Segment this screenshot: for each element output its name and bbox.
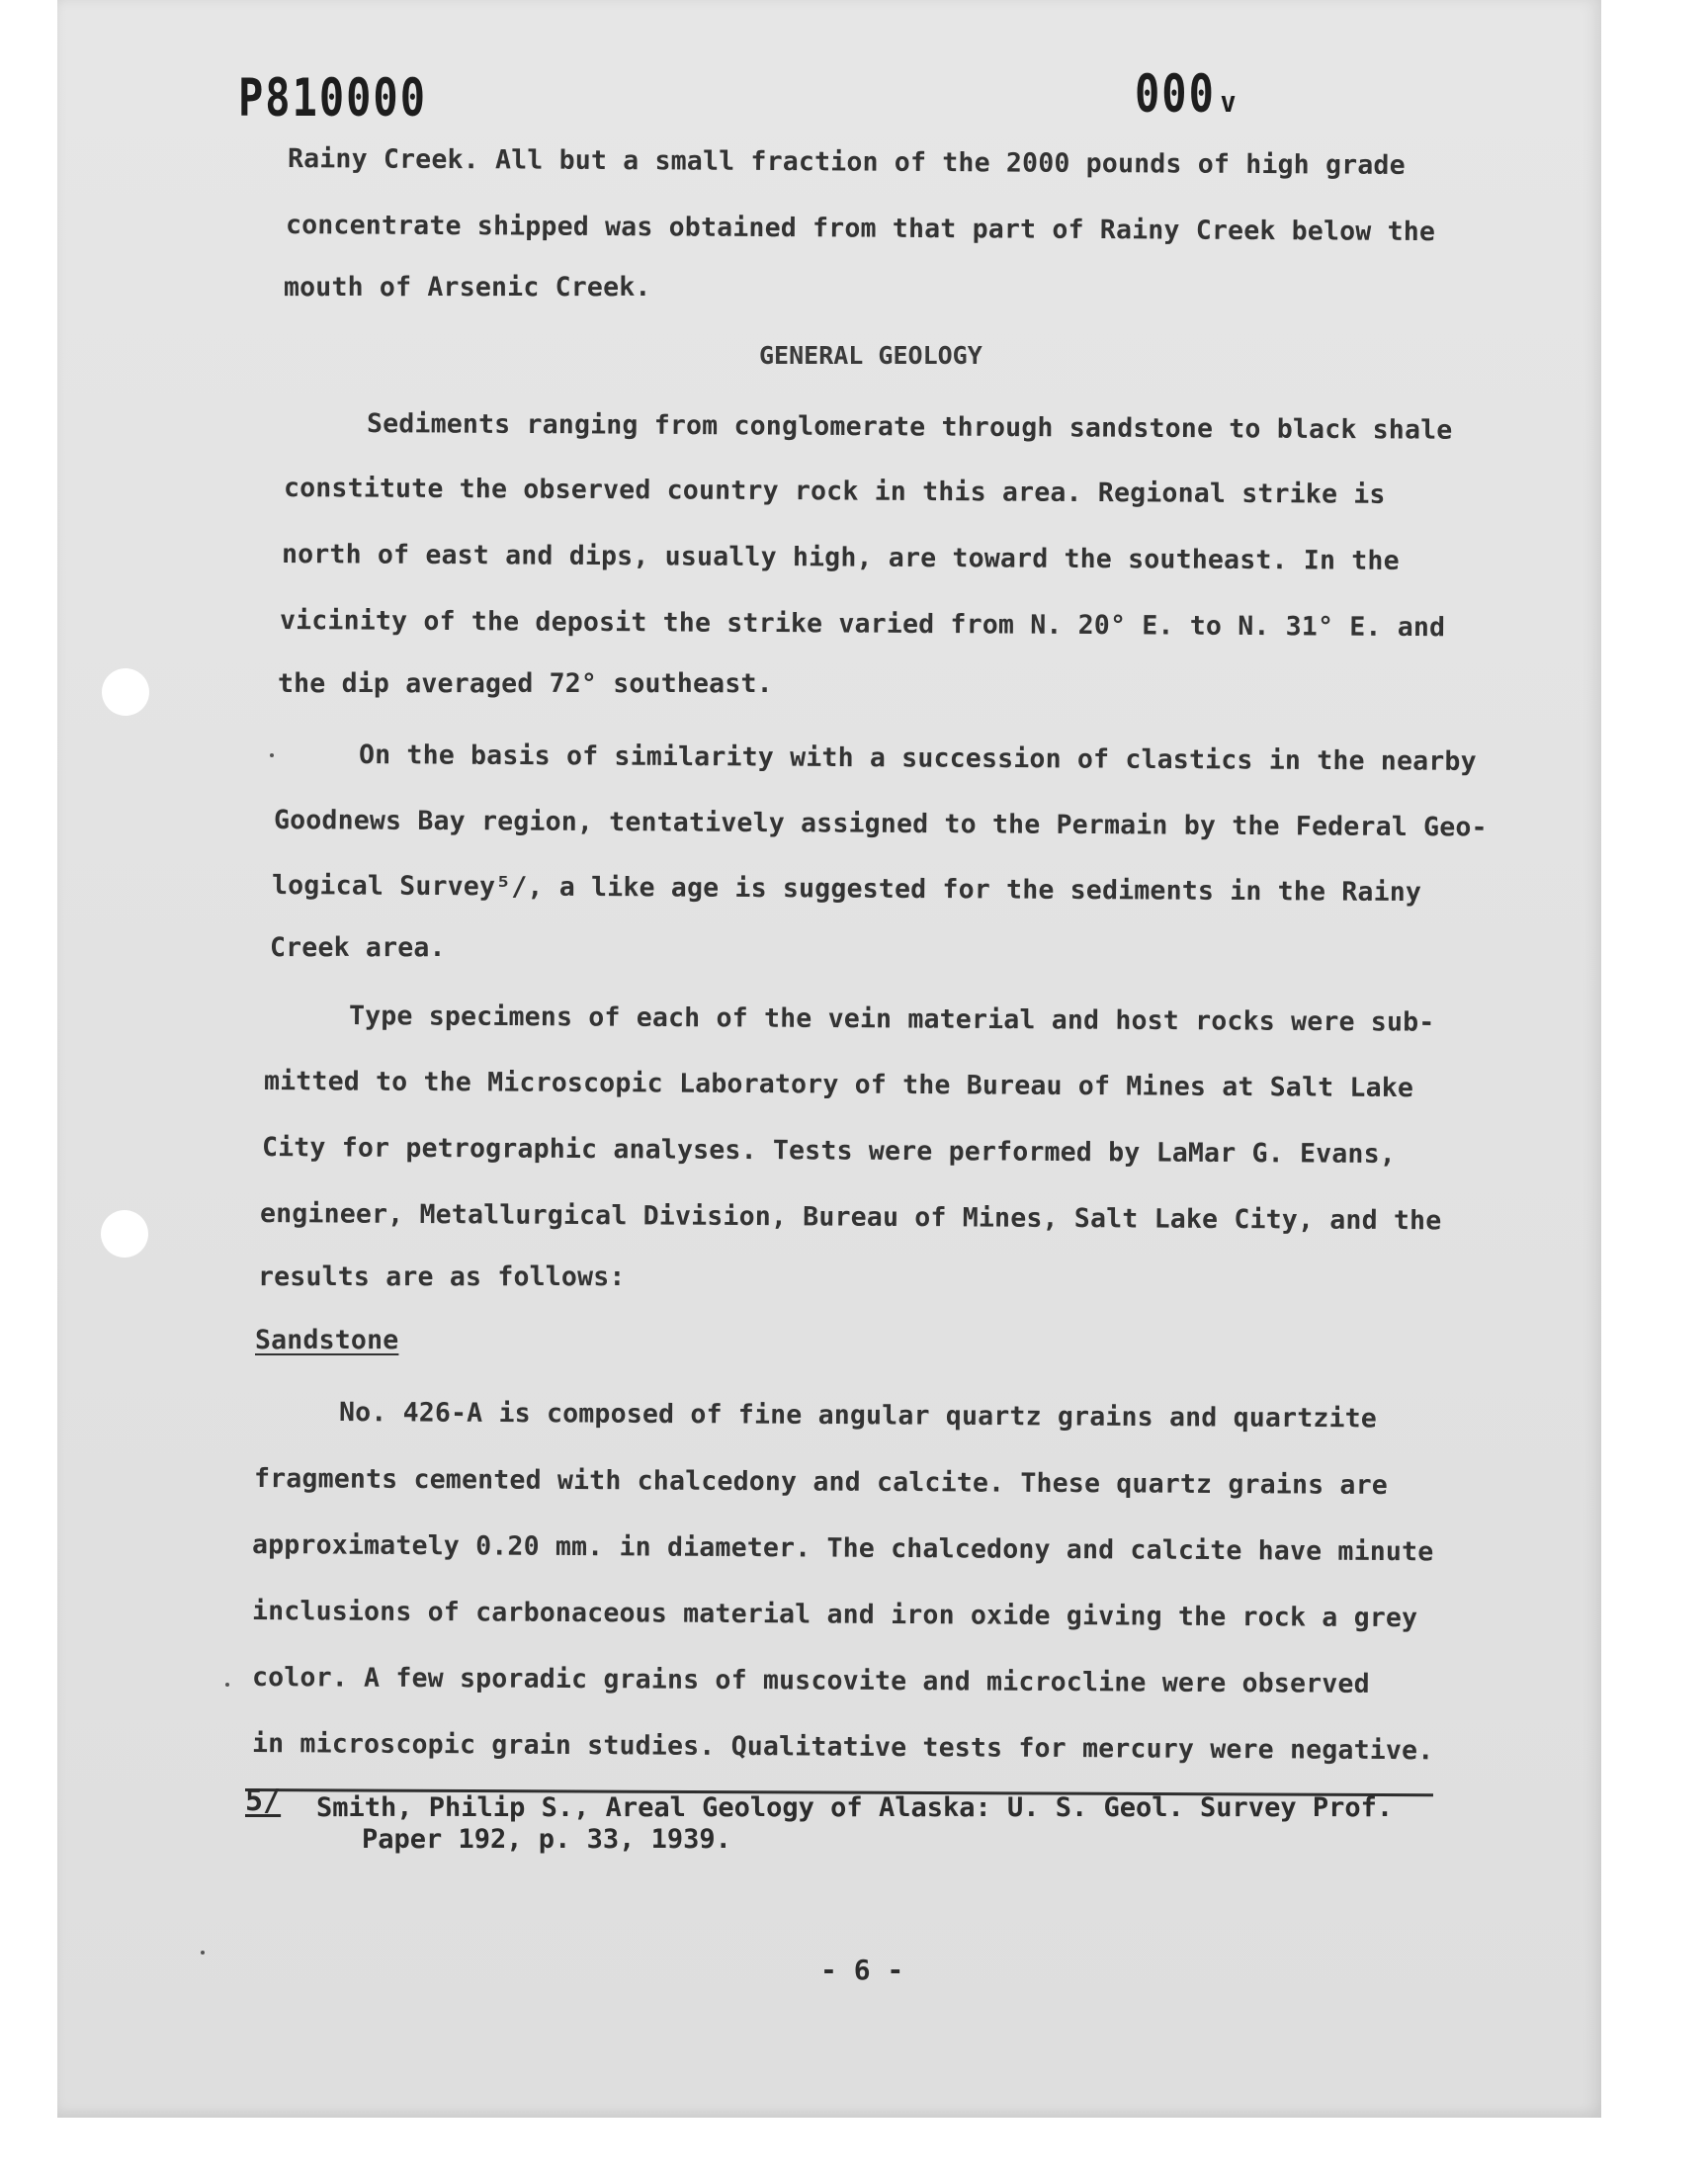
text-line: mouth of Arsenic Creek. [284, 272, 651, 303]
footnote-marker: 5/ [245, 1784, 282, 1818]
scan-speck [270, 753, 274, 757]
text-line: approximately 0.20 mm. in diameter. The chalcedony and calcite have minute [251, 1529, 1434, 1568]
text-line: north of east and dips, usually high, are toward the southeast. In the [281, 539, 1400, 576]
scan-speck [225, 1683, 229, 1687]
text-line: fragments cemented with chalcedony and calcite. These quartz grains are [253, 1463, 1389, 1502]
text-line: On the basis of similarity with a succession of clastics in the nearby [358, 740, 1477, 777]
text-line: Sediments ranging from conglomerate through sandstone to black shale [366, 408, 1453, 446]
footnote-line: Paper 192, p. 33, 1939. [362, 1824, 731, 1855]
text-line: inclusions of carbonaceous material and iron oxide giving the rock a grey [251, 1596, 1418, 1634]
text-line: Creek area. [270, 932, 446, 963]
text-line: in microscopic grain studies. Qualitative tests for mercury were negative. [251, 1728, 1434, 1767]
punch-hole-lower [101, 1210, 148, 1258]
text-line: the dip averaged 72° southeast. [278, 668, 773, 699]
scan-speck [201, 1951, 205, 1955]
punch-hole-upper [102, 668, 149, 716]
text-line: No. 426-A is composed of fine angular quartz grains and quartzite [338, 1397, 1378, 1435]
text-line: mitted to the Microscopic Laboratory of the Bureau of Mines at Salt Lake [263, 1066, 1414, 1104]
text-line: constitute the observed country rock in this area. Regional strike is [283, 473, 1386, 510]
page-number: - 6 - [820, 1954, 904, 1986]
text-line: vicinity of the deposit the strike varied from N. 20° E. to N. 31° E. and [279, 605, 1446, 644]
footnote-line: Smith, Philip S., Areal Geology of Alaska: U. S. Geol. Survey Prof. [316, 1792, 1394, 1823]
document-id-stamp: P810000 [238, 67, 428, 129]
subheading-sandstone: Sandstone [255, 1325, 399, 1355]
text-line: logical Survey⁵/, a like age is suggested for the sediments in the Rainy [271, 870, 1422, 909]
text-line: color. A few sporadic grains of muscovite and microcline were observed [251, 1662, 1370, 1699]
text-line: Goodnews Bay region, tentatively assigned to the Permain by the Federal Geo- [273, 805, 1488, 843]
text-line: Type specimens of each of the vein material and host rocks were sub- [348, 1000, 1435, 1038]
section-heading-general-geology: GENERAL GEOLOGY [759, 341, 982, 370]
text-line: concentrate shipped was obtained from that part of Rainy Creek below the [285, 210, 1436, 248]
text-line: City for petrographic analyses. Tests were performed by LaMar G. Evans, [261, 1132, 1397, 1171]
page-code-stamp: 000ᵥ [1135, 63, 1243, 125]
text-line: engineer, Metallurgical Division, Bureau of Mines, Salt Lake City, and the [259, 1198, 1442, 1237]
text-line: Rainy Creek. All but a small fraction of the 2000 pounds of high grade [287, 143, 1406, 181]
text-line: results are as follows: [258, 1262, 626, 1292]
